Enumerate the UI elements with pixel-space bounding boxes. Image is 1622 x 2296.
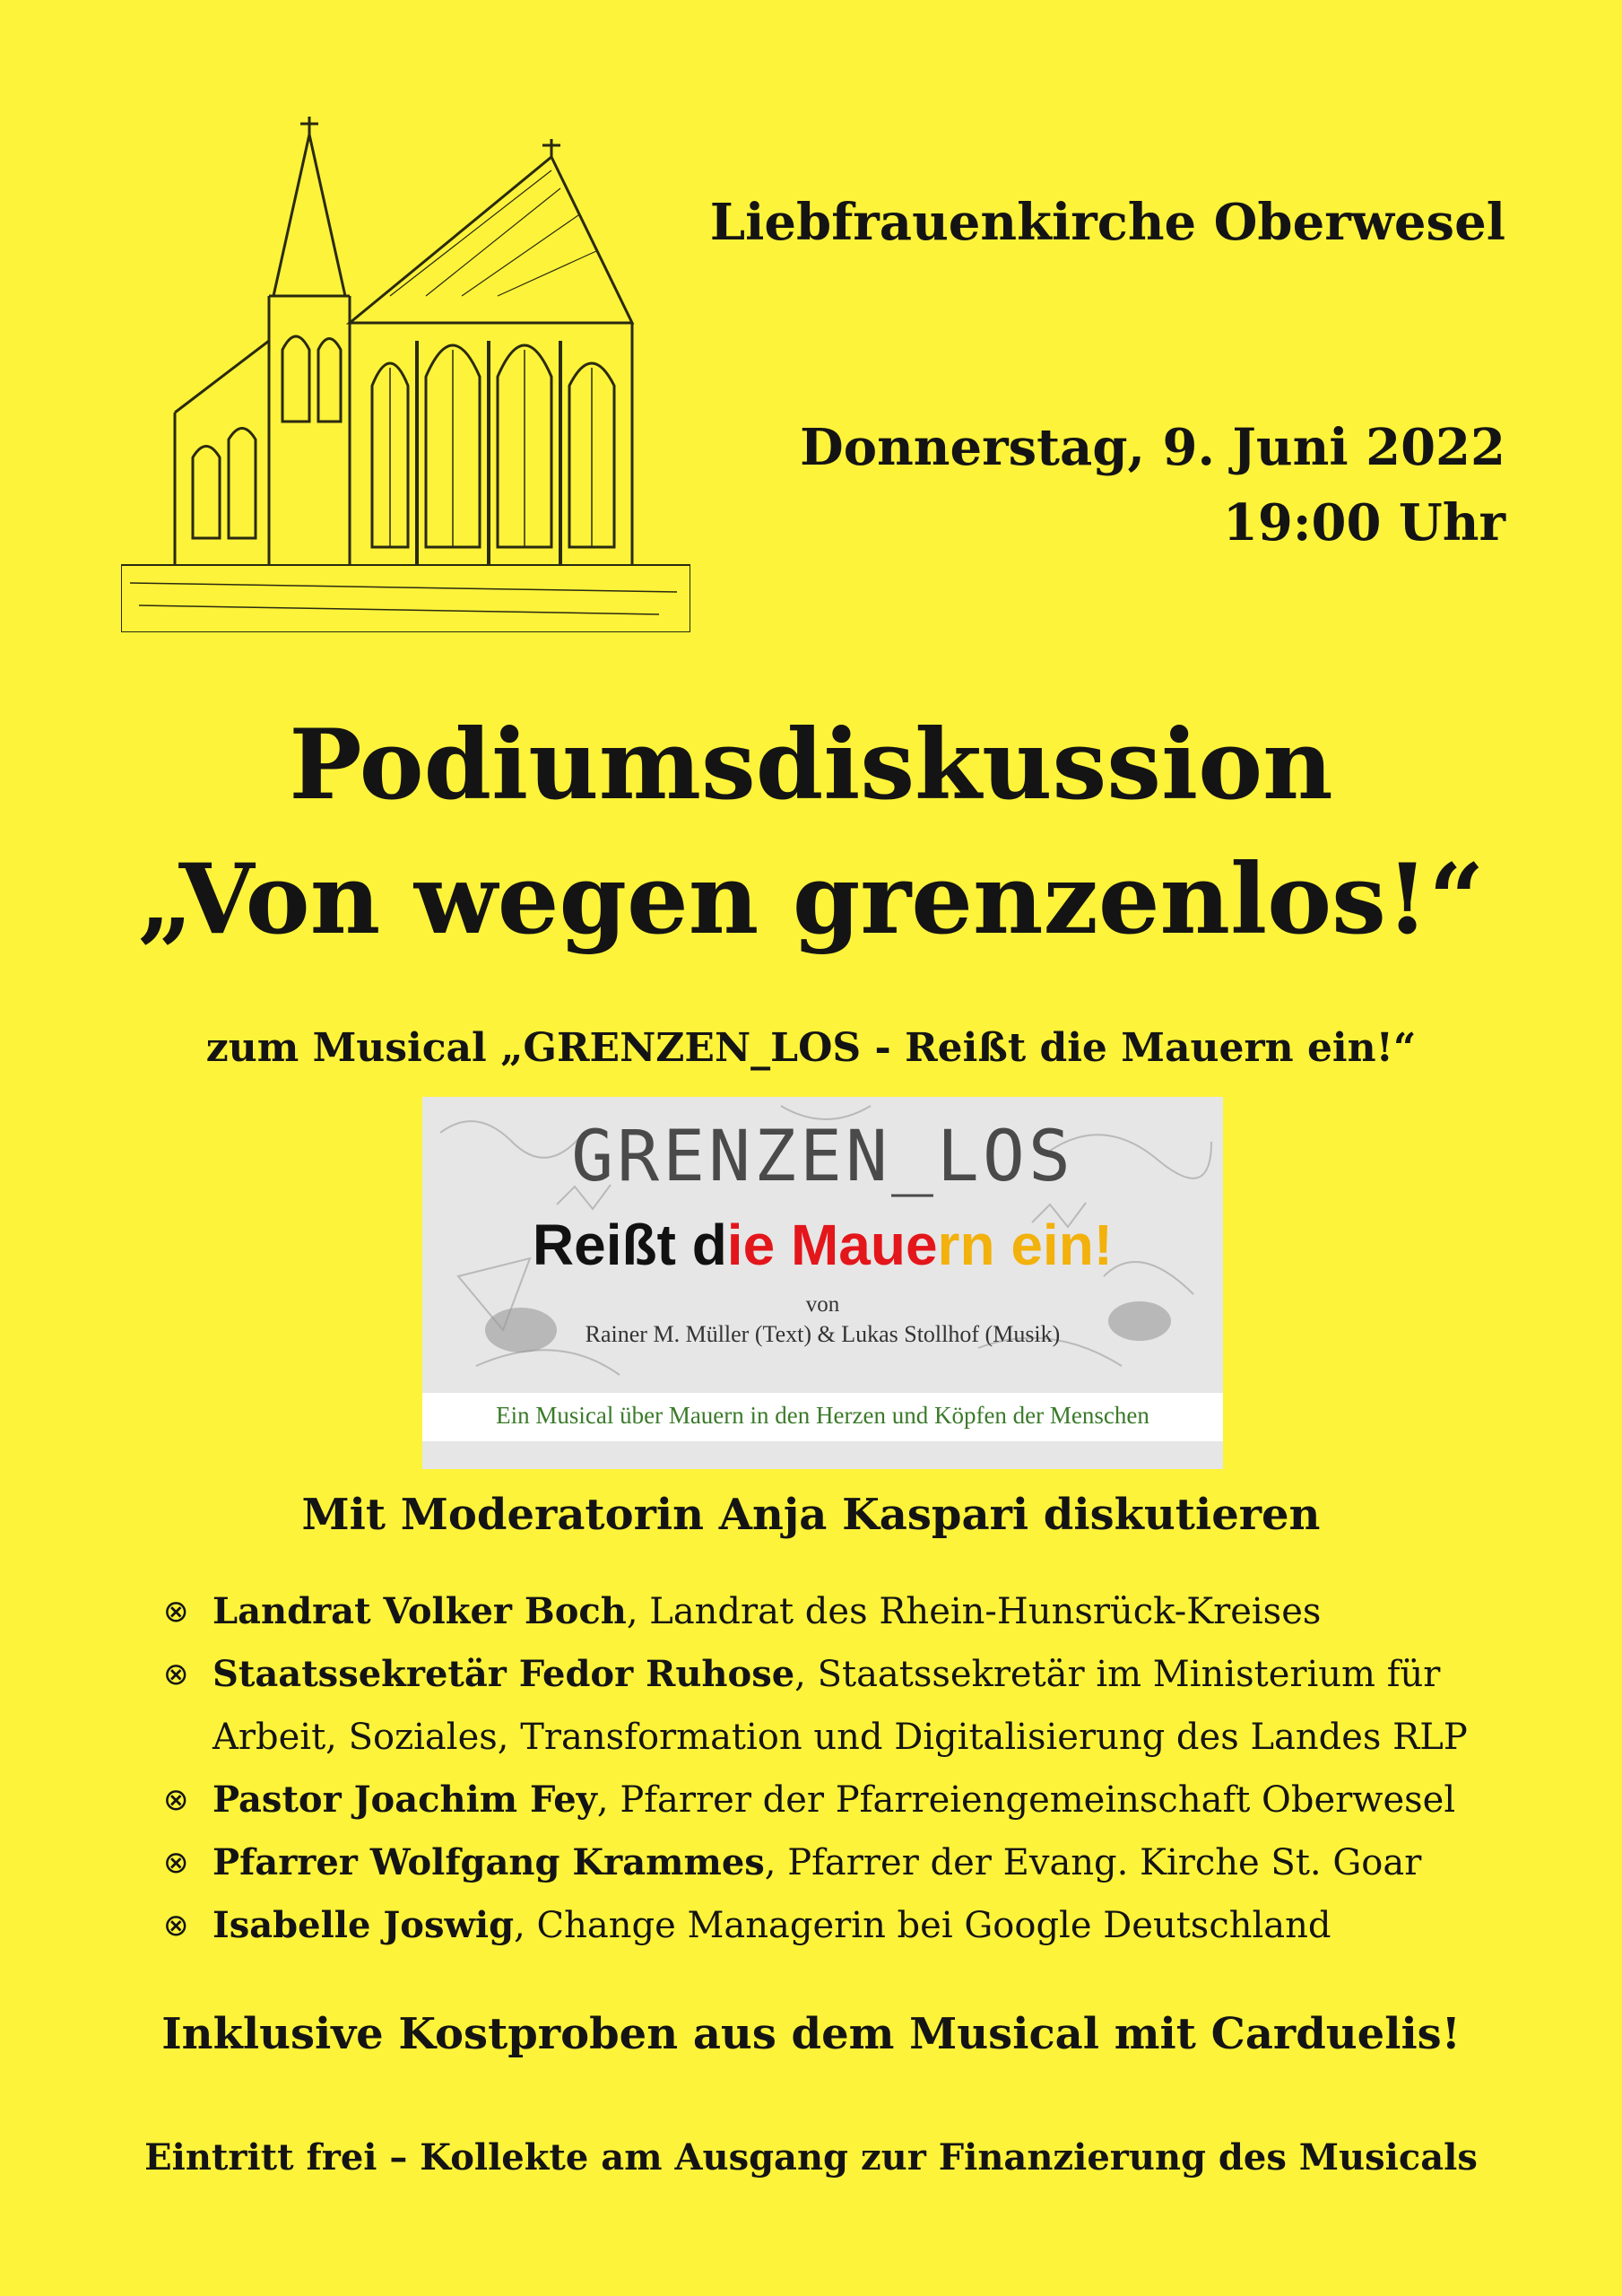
panelist-name: Isabelle Joswig — [213, 1904, 515, 1946]
panel-list — [163, 1580, 1526, 1957]
bullet-icon: ⊗ — [163, 1845, 189, 1881]
panelist-role: , Landrat des Rhein-Hunsrück-Kreises — [626, 1591, 1322, 1632]
panelist-name: Pfarrer Wolfgang Krammes — [213, 1841, 765, 1883]
highlight-line: Inklusive Kostproben aus dem Musical mit Carduelis! — [161, 2009, 1461, 2059]
entry-info: Eintritt frei – Kollekte am Ausgang zur Finanzierung des Musicals — [144, 2136, 1478, 2179]
event-date: Donnerstag, 9. Juni 2022 — [800, 418, 1505, 477]
panel-item — [163, 1580, 1526, 1643]
panelist-role: , Pfarrer der Pfarreiengemeinschaft Oberwesel — [596, 1779, 1456, 1821]
tagline-part-black: Reißt d — [532, 1213, 727, 1277]
musical-tagline — [422, 1212, 1223, 1278]
panel-item — [163, 1769, 1526, 1831]
bullet-icon: ⊗ — [163, 1594, 189, 1630]
musical-reference: zum Musical „GRENZEN_LOS - Reißt die Mauern ein!“ — [205, 1025, 1417, 1071]
bullet-icon: ⊗ — [163, 1908, 189, 1944]
panelist-name: Landrat Volker Boch — [213, 1590, 627, 1632]
event-subtitle: „Von wegen grenzenlos!“ — [137, 843, 1485, 956]
musical-logo: GRENZEN_LOS — [571, 1117, 1074, 1197]
venue-name: Liebfrauenkirche Oberwesel — [709, 193, 1505, 252]
panelist-role: , Pfarrer der Evang. Kirche St. Goar — [764, 1842, 1422, 1883]
bullet-icon: ⊗ — [163, 1782, 189, 1818]
musical-banner — [422, 1097, 1223, 1469]
event-time: 19:00 Uhr — [1222, 493, 1505, 552]
panelist-role: , Change Managerin bei Google Deutschland — [514, 1905, 1331, 1946]
banner-description: Ein Musical über Mauern in den Herzen und Köpfen der Menschen — [496, 1402, 1149, 1429]
panel-item — [163, 1831, 1526, 1894]
banner-authors: Rainer M. Müller (Text) & Lukas Stollhof (Musik) — [585, 1321, 1061, 1347]
church-illustration — [121, 117, 690, 632]
event-title: Podiumsdiskussion — [289, 709, 1333, 822]
banner-von: von — [805, 1292, 840, 1317]
panelist-name: Pastor Joachim Fey — [213, 1779, 597, 1821]
panel-item — [163, 1894, 1526, 1957]
moderation-line: Mit Moderatorin Anja Kaspari diskutieren — [301, 1490, 1321, 1540]
tagline-part-red: ie Maue — [726, 1213, 938, 1277]
panel-item — [163, 1643, 1526, 1769]
tagline-part-gold: rn ein! — [937, 1213, 1114, 1277]
panelist-name: Staatssekretär Fedor Ruhose — [213, 1653, 795, 1695]
panelist-role: , Staatssekretär im Ministerium für Arbeit, Soziales, Transformation und Digitalisierung des Landes RLP — [213, 1654, 1468, 1758]
bullet-icon: ⊗ — [163, 1657, 189, 1692]
